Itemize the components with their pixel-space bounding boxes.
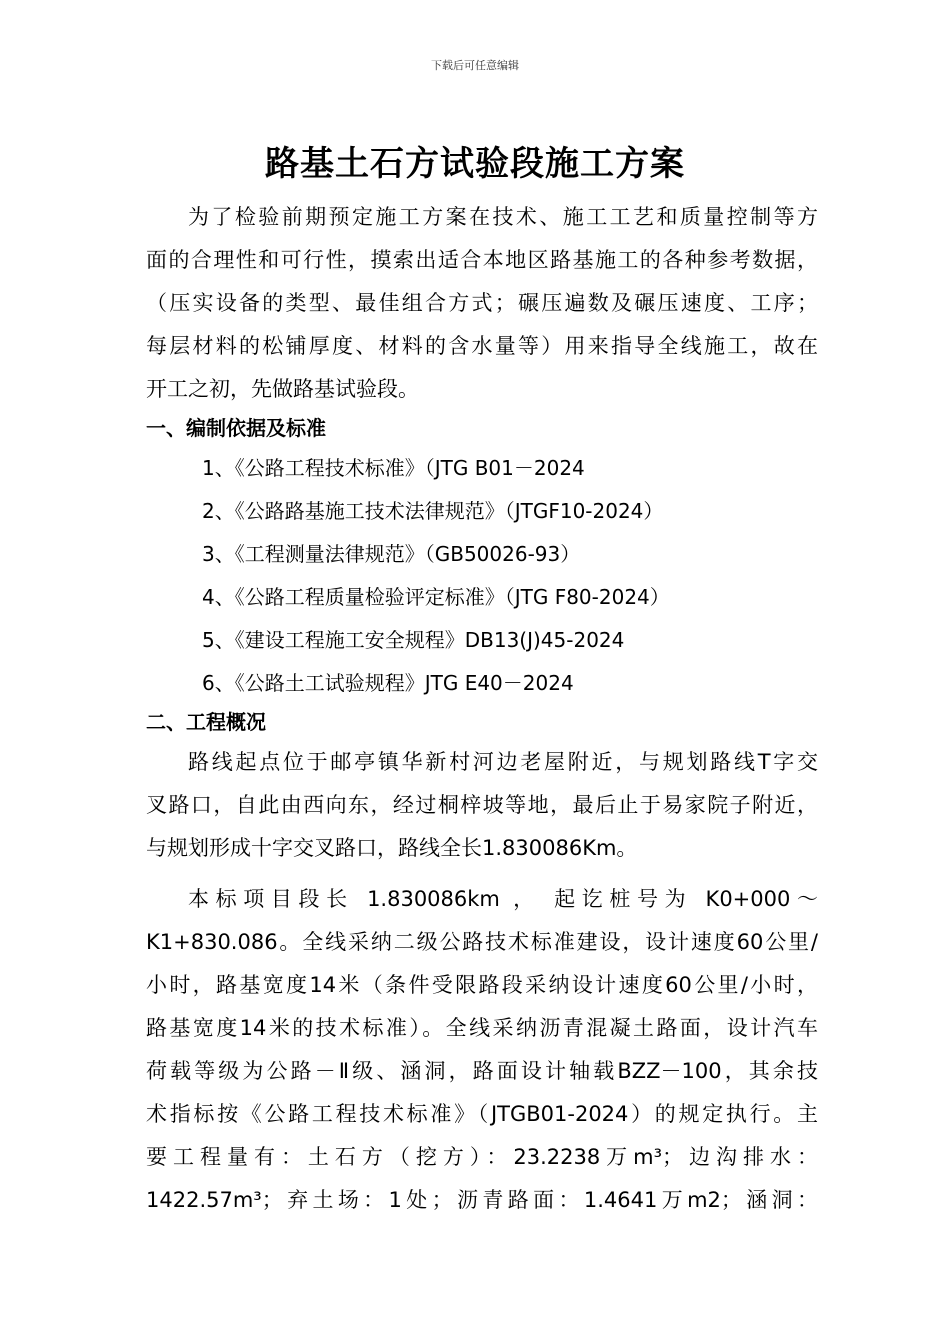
document-title: 路基土石方试验段施工方案 bbox=[265, 144, 685, 184]
standard-item: 6、《公路土工试验规程》JTG E40－2024 bbox=[202, 671, 574, 695]
standard-item: 5、《建设工程施工安全规程》DB13(J)45-2024 bbox=[202, 628, 625, 652]
overview-line: 路基宽度14米的技术标准）。全线采纳沥青混凝土路面，设计汽车 bbox=[146, 1016, 818, 1040]
intro-line: 为了检验前期预定施工方案在技术、施工工艺和质量控制等方 bbox=[188, 205, 818, 229]
overview-line: 1422.57m³；弃土场：1处；沥青路面：1.4641万m2；涵洞： bbox=[146, 1188, 818, 1212]
page-header-note: 下载后可任意编辑 bbox=[431, 59, 519, 72]
overview-paragraph-route bbox=[146, 741, 818, 870]
overview-line: 路线起点位于邮亭镇华新村河边老屋附近，与规划路线T字交 bbox=[188, 750, 818, 774]
overview-line: 与规划形成十字交叉路口，路线全长1.830086Km。 bbox=[146, 836, 638, 860]
overview-line: 术指标按《公路工程技术标准》（JTGB01-2024）的规定执行。主 bbox=[146, 1102, 818, 1126]
intro-line: 面的合理性和可行性，摸索出适合本地区路基施工的各种参考数据， bbox=[146, 248, 818, 272]
intro-line: （压实设备的类型、最佳组合方式；碾压遍数及碾压速度、工序； bbox=[146, 291, 818, 315]
document-body bbox=[146, 196, 818, 1222]
intro-paragraph bbox=[146, 196, 818, 411]
intro-line: 开工之初，先做路基试验段。 bbox=[146, 377, 419, 401]
overview-paragraph-scope bbox=[146, 878, 818, 1222]
standards-list bbox=[146, 447, 818, 705]
standard-item: 3、《工程测量法律规范》（GB50026-93） bbox=[202, 542, 581, 566]
standard-item: 1、《公路工程技术标准》（JTG B01－2024 bbox=[202, 456, 585, 480]
section-heading-basis: 一、编制依据及标准 bbox=[146, 416, 326, 440]
standard-item: 4、《公路工程质量检验评定标准》（JTG F80-2024） bbox=[202, 585, 670, 609]
section-heading-overview: 二、工程概况 bbox=[146, 710, 266, 734]
overview-line: K1+830.086。全线采纳二级公路技术标准建设，设计速度60公里/ bbox=[146, 930, 818, 954]
overview-line: 叉路口，自此由西向东，经过桐梓坡等地，最后止于易家院子附近， bbox=[146, 793, 818, 817]
overview-line: 小时，路基宽度14米（条件受限路段采纳设计速度60公里/小时， bbox=[146, 973, 818, 997]
overview-line: 荷载等级为公路－Ⅱ级、涵洞，路面设计轴载BZZ－100，其余技 bbox=[146, 1059, 818, 1083]
overview-line: 本标项目段长 1.830086km ， 起讫桩号为 K0+000～ bbox=[188, 887, 818, 911]
standard-item: 2、《公路路基施工技术法律规范》（JTGF10-2024） bbox=[202, 499, 664, 523]
overview-line: 要工程量有：土石方（挖方）：23.2238万m³；边沟排水： bbox=[146, 1145, 818, 1169]
intro-line: 每层材料的松铺厚度、材料的含水量等）用来指导全线施工，故在 bbox=[146, 334, 818, 358]
